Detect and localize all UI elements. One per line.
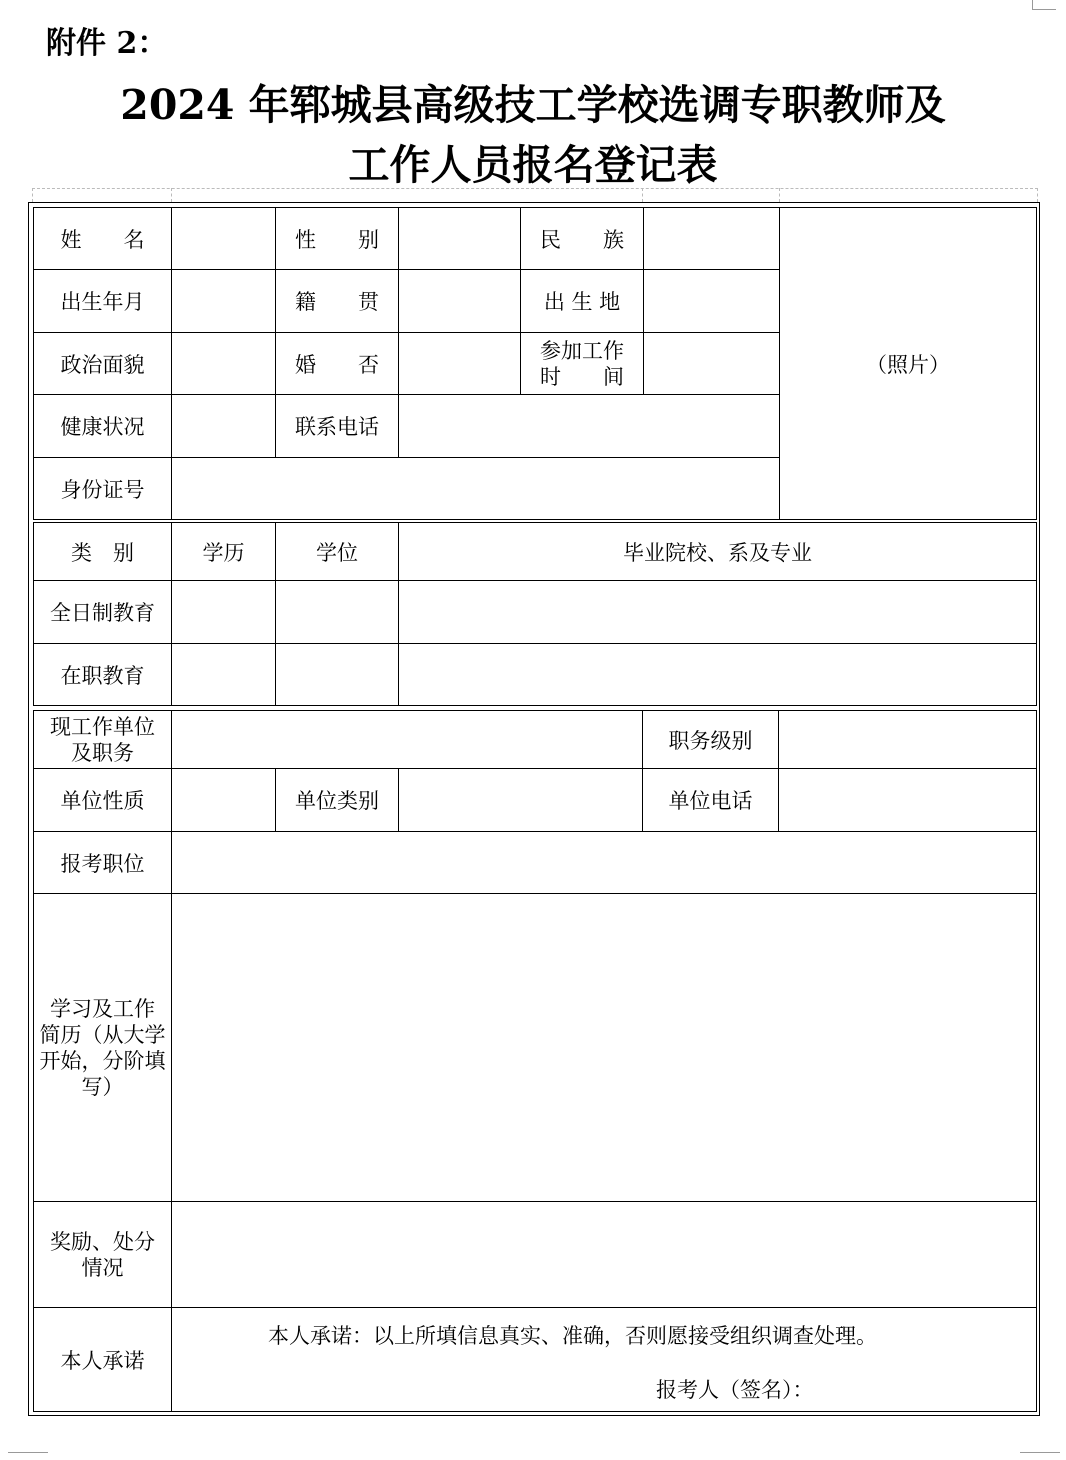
unit-type-field[interactable] xyxy=(399,769,643,832)
birth-field[interactable] xyxy=(172,270,276,333)
corner-mark-tl-h xyxy=(1032,9,1056,10)
id-field[interactable] xyxy=(172,458,780,520)
birthplace-label: 出 生 地 xyxy=(521,270,644,333)
resume-label-3: 开始，分阶填 xyxy=(39,1048,166,1073)
unit-phone-field[interactable] xyxy=(779,769,1037,832)
unit-label-1: 现工作单位 xyxy=(50,714,155,739)
edu-degree-label: 学历 xyxy=(172,523,276,581)
fulltime-degree-field[interactable] xyxy=(172,581,276,644)
birth-label: 出生年月 xyxy=(34,270,172,333)
fulltime-label: 全日制教育 xyxy=(34,581,172,644)
resume-field[interactable] xyxy=(172,894,1037,1202)
resume-label-2: 简历（从大学 xyxy=(39,1022,166,1047)
name-label: 姓 名 xyxy=(34,208,172,270)
phone-field[interactable] xyxy=(399,395,780,458)
reward-label-1: 奖励、处分 xyxy=(50,1229,155,1254)
basic-info-table xyxy=(33,207,1037,520)
reward-field[interactable] xyxy=(172,1202,1037,1308)
reward-label xyxy=(34,1202,172,1308)
edu-category-label: 类 别 xyxy=(34,523,172,581)
resume-label-1: 学习及工作 xyxy=(50,996,155,1021)
corner-mark-br xyxy=(1020,1452,1060,1453)
ethnicity-label: 民 族 xyxy=(521,208,644,270)
form-title-line1: 2024 年郓城县高级技工学校选调专职教师及 xyxy=(120,81,946,129)
work-start-field[interactable] xyxy=(644,333,780,395)
education-table xyxy=(33,522,1037,706)
marital-field[interactable] xyxy=(399,333,521,395)
promise-text: 本人承诺：以上所填信息真实、准确，否则愿接受组织调查处理。 xyxy=(268,1324,877,1348)
native-field[interactable] xyxy=(399,270,521,333)
promise-label: 本人承诺 xyxy=(34,1308,172,1412)
signature-label: 报考人（签名）： xyxy=(656,1378,814,1402)
unit-label-2: 及职务 xyxy=(71,740,134,765)
unit-type-label: 单位类别 xyxy=(276,769,399,832)
gender-label: 性 别 xyxy=(276,208,399,270)
level-label: 职务级别 xyxy=(643,711,779,769)
corner-mark-bl xyxy=(8,1452,48,1453)
unit-field[interactable] xyxy=(172,711,643,769)
phone-label: 联系电话 xyxy=(276,395,399,458)
photo-box[interactable] xyxy=(780,208,1037,520)
position-field[interactable] xyxy=(172,832,1037,894)
birthplace-field[interactable] xyxy=(644,270,780,333)
attachment-label: 附件 2： xyxy=(46,26,168,61)
resume-label xyxy=(34,894,172,1202)
position-label: 报考职位 xyxy=(34,832,172,894)
edu-school-label: 毕业院校、系及专业 xyxy=(399,523,1037,581)
name-field[interactable] xyxy=(172,208,276,270)
health-field[interactable] xyxy=(172,395,276,458)
level-field[interactable] xyxy=(779,711,1037,769)
photo-label: （照片） xyxy=(866,352,950,377)
political-field[interactable] xyxy=(172,333,276,395)
onjob-school-field[interactable] xyxy=(399,644,1037,706)
form-title-line2: 工作人员报名登记表 xyxy=(348,141,718,189)
onjob-academic-field[interactable] xyxy=(276,644,399,706)
work-table xyxy=(33,710,1037,1412)
marital-label: 婚 否 xyxy=(276,333,399,395)
reward-label-2: 情况 xyxy=(81,1255,124,1280)
work-start-label-2: 时 间 xyxy=(540,364,624,389)
gender-field[interactable] xyxy=(399,208,521,270)
work-start-label xyxy=(521,333,644,395)
unit-nature-label: 单位性质 xyxy=(34,769,172,832)
id-label: 身份证号 xyxy=(34,458,172,520)
fulltime-school-field[interactable] xyxy=(399,581,1037,644)
edu-academic-degree-label: 学位 xyxy=(276,523,399,581)
fulltime-academic-field[interactable] xyxy=(276,581,399,644)
resume-label-4: 写） xyxy=(81,1074,124,1099)
promise-field[interactable] xyxy=(172,1308,1037,1412)
unit-nature-field[interactable] xyxy=(172,769,276,832)
onjob-label: 在职教育 xyxy=(34,644,172,706)
health-label: 健康状况 xyxy=(34,395,172,458)
work-start-label-1: 参加工作 xyxy=(540,338,624,363)
native-label: 籍 贯 xyxy=(276,270,399,333)
unit-phone-label: 单位电话 xyxy=(643,769,779,832)
political-label: 政治面貌 xyxy=(34,333,172,395)
unit-label xyxy=(34,711,172,769)
onjob-degree-field[interactable] xyxy=(172,644,276,706)
ethnicity-field[interactable] xyxy=(644,208,780,270)
